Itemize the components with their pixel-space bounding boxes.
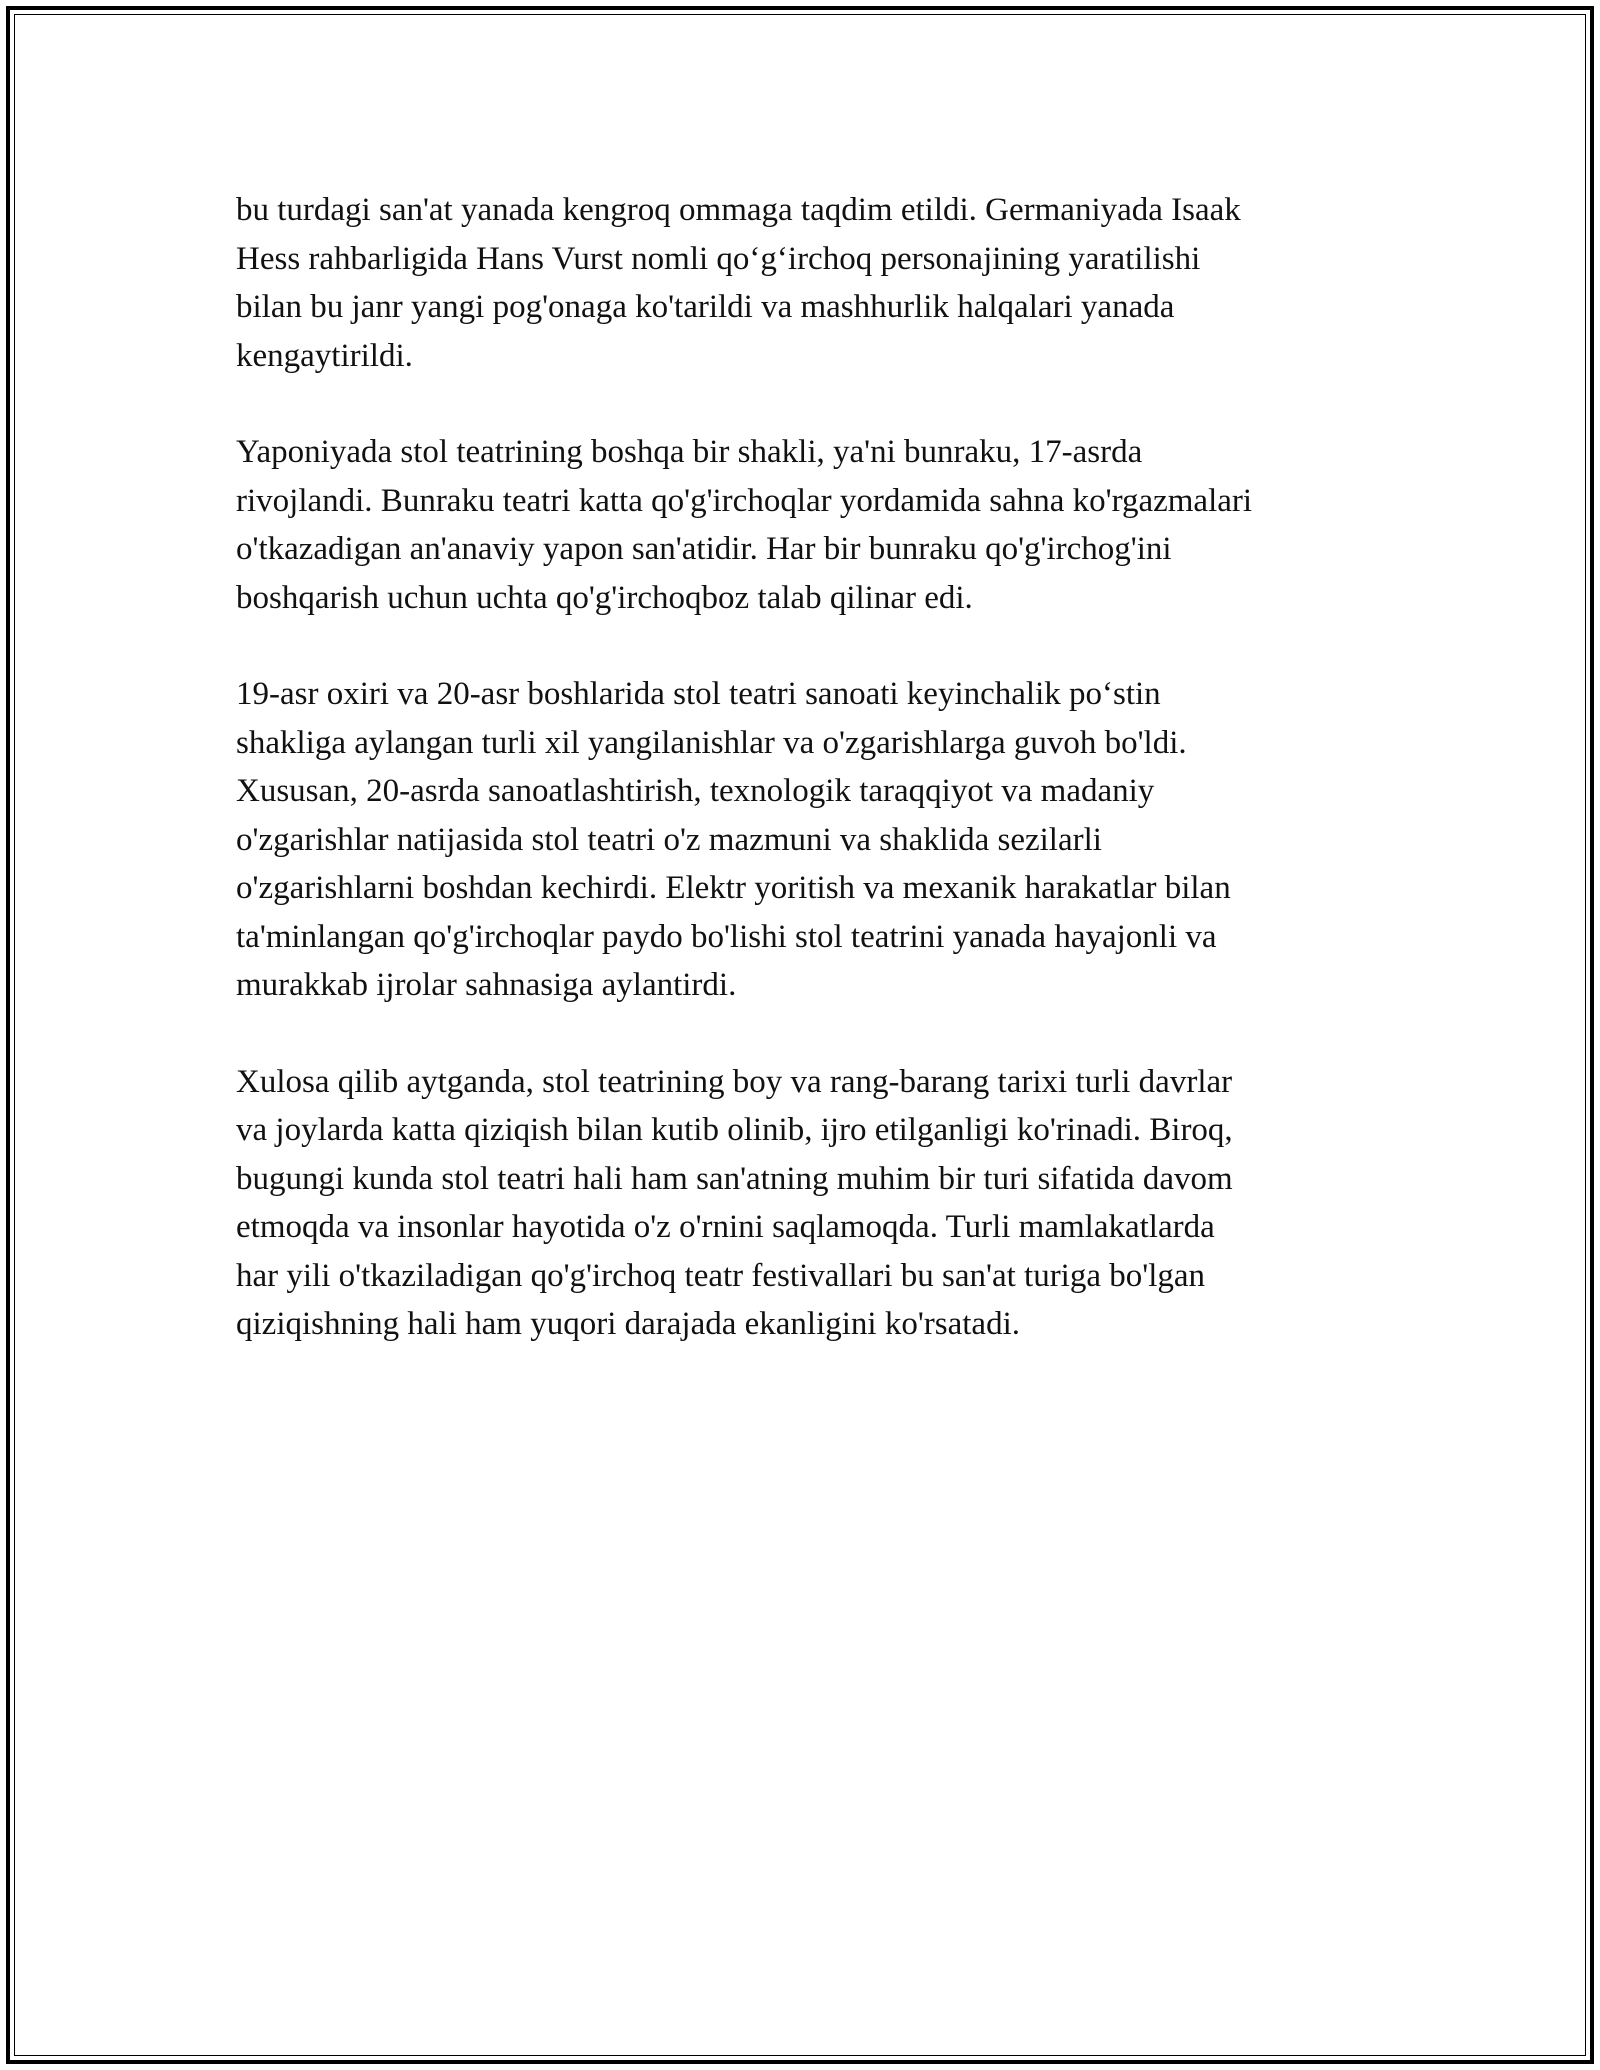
paragraph-4: Xulosa qilib aytganda, stol teatrining boy va rang-barang tarixi turli davrlar va joylarda katta qiziqish bilan kutib olinib, ijro etilganligi ko'rinadi. Biroq, bugungi kunda stol teatri hali ham san'atning muhim bir turi sifatida davom etmoqda va insonlar hayotida o'z o'rnini saqlamoqda. Turli mamlakatlarda har yili o'tkaziladigan qo'g'irchoq teatr festivallari bu san'at turiga bo'lgan qiziqishning hali ham yuqori darajada ekanligini ko'rsatadi.	[236, 1063, 1233, 1342]
paragraph-2: Yaponiyada stol teatrining boshqa bir shakli, ya'ni bunraku, 17-asrda rivojlandi. Bunraku teatri katta qo'g'irchoqlar yordamida sahna ko'rgazmalari o'tkazadigan an'anaviy yapon san'atidir. Har bir bunraku qo'g'irchog'ini boshqarish uchun uchta qo'g'irchoqboz talab qilinar edi.	[236, 434, 1253, 616]
document-body	[236, 186, 1366, 1349]
paragraph-1: bu turdagi san'at yanada kengroq ommaga taqdim etildi. Germaniyada Isaak Hess rahbarligida Hans Vurst nomli qo‘g‘irchoq personajining yaratilishi bilan bu janr yangi pog'onaga ko'tarildi va mashhurlik halqalari yanada kengaytirildi.	[236, 192, 1241, 374]
paragraph-3: 19-asr oxiri va 20-asr boshlarida stol teatri sanoati keyinchalik po‘stin shakliga aylangan turli xil yangilanishlar va o'zgarishlarga guvoh bo'ldi. Xususan, 20-asrda sanoatlashtirish, texnologik taraqqiyot va madaniy o'zgarishlar natijasida stol teatri o'z mazmuni va shaklida sezilarli o'zgarishlarni boshdan kechirdi. Elektr yoritish va mexanik harakatlar bilan ta'minlangan qo'g'irchoqlar paydo bo'lishi stol teatrini yanada hayajonli va murakkab ijrolar sahnasiga aylantirdi.	[236, 676, 1231, 1003]
